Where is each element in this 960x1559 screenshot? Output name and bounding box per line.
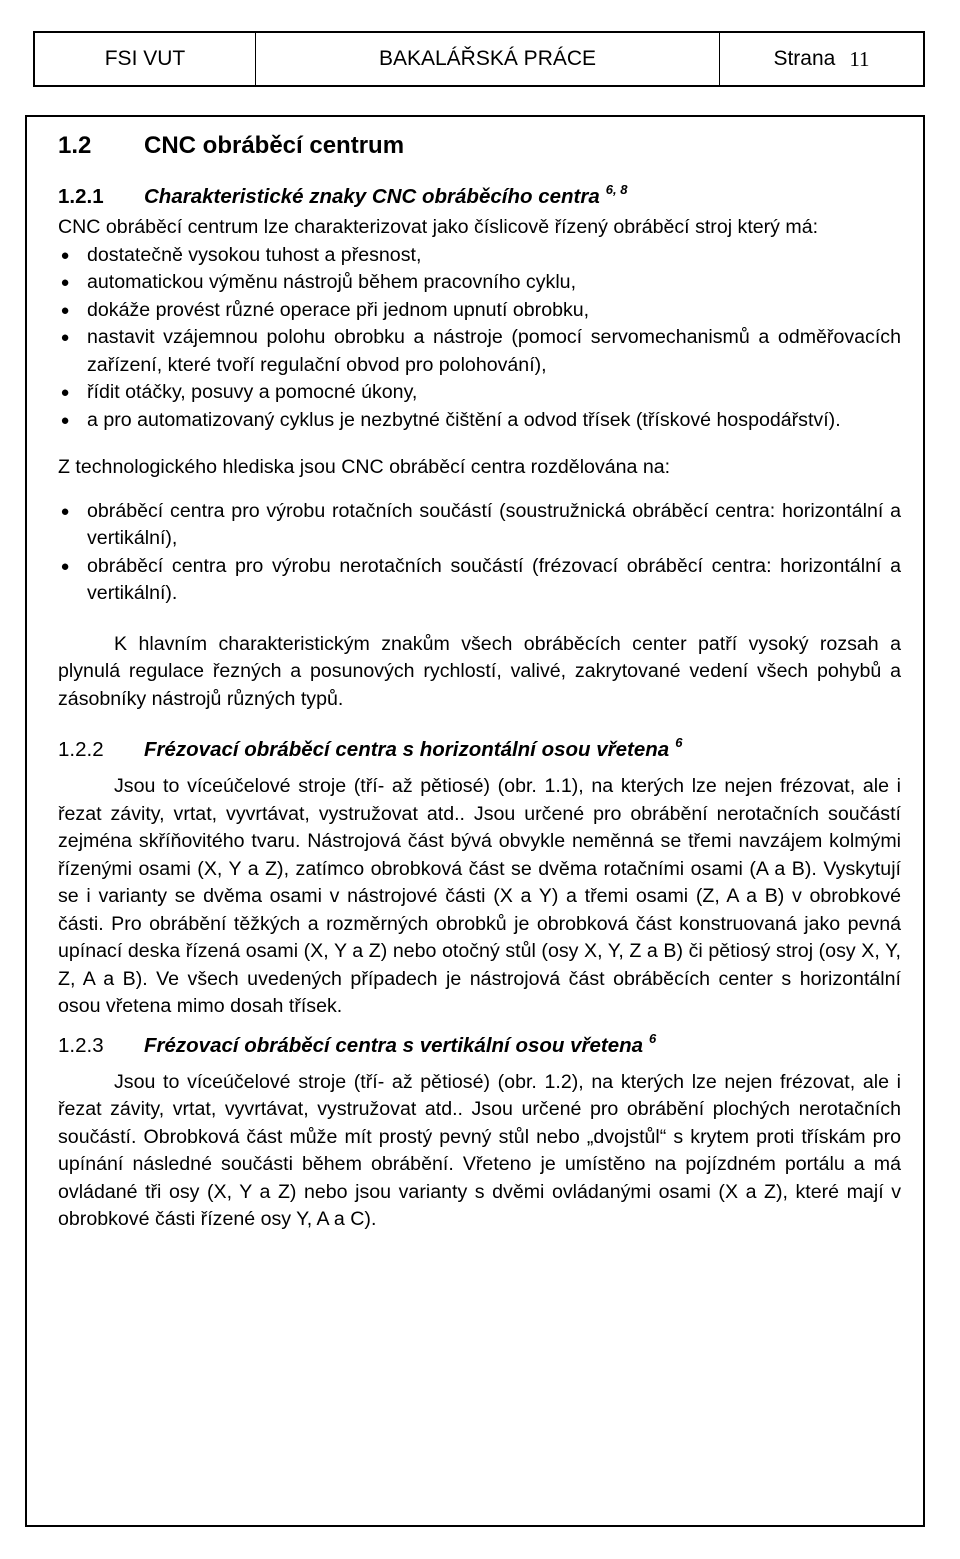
intro-paragraph: CNC obráběcí centrum lze charakterizovat jako číslicově řízený obráběcí stroj který má: [58,216,819,238]
feature-list [58,242,901,435]
subsection-title-text-3: Frézovací obráběcí centra s vertikální osou vřetena [144,1033,644,1057]
section-heading [58,127,901,163]
list-item [58,553,901,608]
subsection-title-3 [144,1031,656,1061]
list-item [58,379,901,407]
subsection-title-text-2: Frézovací obráběcí centra s horizontální osou vřetena [144,738,670,761]
subsection-number-1: 1.2.1 [58,185,104,208]
header-thesis-type: BAKALÁŘSKÁ PRÁCE [256,33,720,85]
section-number: 1.2 [58,132,92,159]
subsection-heading-3 [58,1031,901,1061]
bullet-icon: ● [60,557,70,575]
vertical-paragraph: Jsou to víceúčelové stroje (tří- až pětiosé) (obr. 1.2), na kterých lze nejen frézovat, ale i řezat závity, vrtat, vyvrtávat, vystružovat atd.. Jsou určené pro obrábění plochých nerotačních součástí. Obrobková část může mít prostý pevný stůl nebo „dvojstůl“ s krytem proti třískám pro upínání následné součásti během obrábění. Vřeteno je umístěno na pojízdném portálu a má ovládané tři osy (X, Y a Z) nebo jsou varianty s dvěmi ovládanými osami (X a Z), které mají v obrobkové části řízené osy Y, A a C). [58,1070,901,1230]
division-intro: Z technologického hlediska jsou CNC obráběcí centra rozdělována na: [58,456,671,478]
section-title: CNC obráběcí centrum [144,132,405,159]
subsection-number-2: 1.2.2 [58,738,104,761]
subsection-title-1 [144,182,627,212]
bullet-icon: ● [60,411,70,429]
subsection-heading-1 [58,182,901,212]
closing-paragraph: K hlavním charakteristickým znakům všech obráběcích center patří vysoký rozsah a plynulá regulace řezných a posunových rychlostí, valivé, zakrytované vedení všech pohybů a zásobníky nástrojů různých typů. [58,632,901,710]
bullet-icon: ● [60,329,70,346]
list-item [58,297,901,325]
list-item-text: dostatečně vysokou tuhost a přesnost, [87,243,422,266]
list-item-text: obráběcí centra pro výrobu nerotačních součástí (frézovací obráběcí centra: horizontální a vertikální). [87,554,901,604]
subsection-title-2 [144,735,682,765]
list-item [58,498,901,553]
division-list [58,498,901,608]
list-item-text: dokáže provést různé operace při jednom upnutí obrobku, [87,298,590,321]
list-item-text: obráběcí centra pro výrobu rotačních součástí (soustružnická obráběcí centra: horizontální a vertikální), [87,499,901,549]
page-content [58,127,901,1234]
header-faculty: FSI VUT [35,33,256,85]
subsection-refs-3: 6 [649,1030,657,1046]
horizontal-paragraph: Jsou to víceúčelové stroje (tří- až pětiosé) (obr. 1.1), na kterých lze nejen frézovat, ale i řezat závity, vrtat, vyvrtávat, vystružovat atd.. Jsou určené pro obrábění nerotačních součástí zejména skříňovitého tvaru. Nástrojová část bývá obvykle neměnná se třemi navzájem kolmými řízenými osami (X, Y a Z), zatímco obrobková část se dvěma rotačními osami (A a B). Vyskytují se i varianty se dvěma osami v nástrojové části (X a Y) a třemi osami (Z, A a B) v obrobkové části. Pro obrábění těžkých a rozměrných obrobků je obrobková část konstruovaná jako pevná upínací deska řízená osami (X, Y a Z) nebo otočný stůl (osy X, Y, Z a B) či pětiosý stroj (osy X, Y, Z, A a B). Ve všech uvedených případech je nástrojová část obráběcích center s horizontální osou vřetena mimo dosah třísek. [58,775,901,1017]
subsection-number-3: 1.2.3 [58,1033,104,1057]
header-page-number: 11 [849,46,870,71]
subsection-title-text-1: Charakteristické znaky CNC obráběcího centra [144,185,600,208]
bullet-icon: ● [60,384,70,401]
header-page-label: Strana [773,47,836,70]
list-item [58,242,901,270]
list-item-text: nastavit vzájemnou polohu obrobku a nástroje (pomocí servomechanismů a odměřovacích zařízení, které tvoří regulační obvod pro polohování), [87,326,901,376]
bullet-icon: ● [60,301,70,319]
subsection-refs-2: 6 [675,735,683,750]
subsection-heading-2 [58,735,901,765]
list-item-text: automatickou výměnu nástrojů během pracovního cyklu, [87,271,577,293]
page-header [33,31,925,87]
list-item-text: řídit otáčky, posuvy a pomocné úkony, [87,381,418,403]
list-item [58,407,901,435]
bullet-icon: ● [60,246,70,264]
header-page [720,33,923,85]
list-item [58,324,901,379]
bullet-icon: ● [60,502,70,520]
bullet-icon: ● [60,274,70,291]
list-item-text: a pro automatizovaný cyklus je nezbytné čištění a odvod třísek (třískové hospodářství). [87,408,841,431]
list-item [58,269,901,297]
subsection-refs-1: 6, 8 [605,182,628,197]
